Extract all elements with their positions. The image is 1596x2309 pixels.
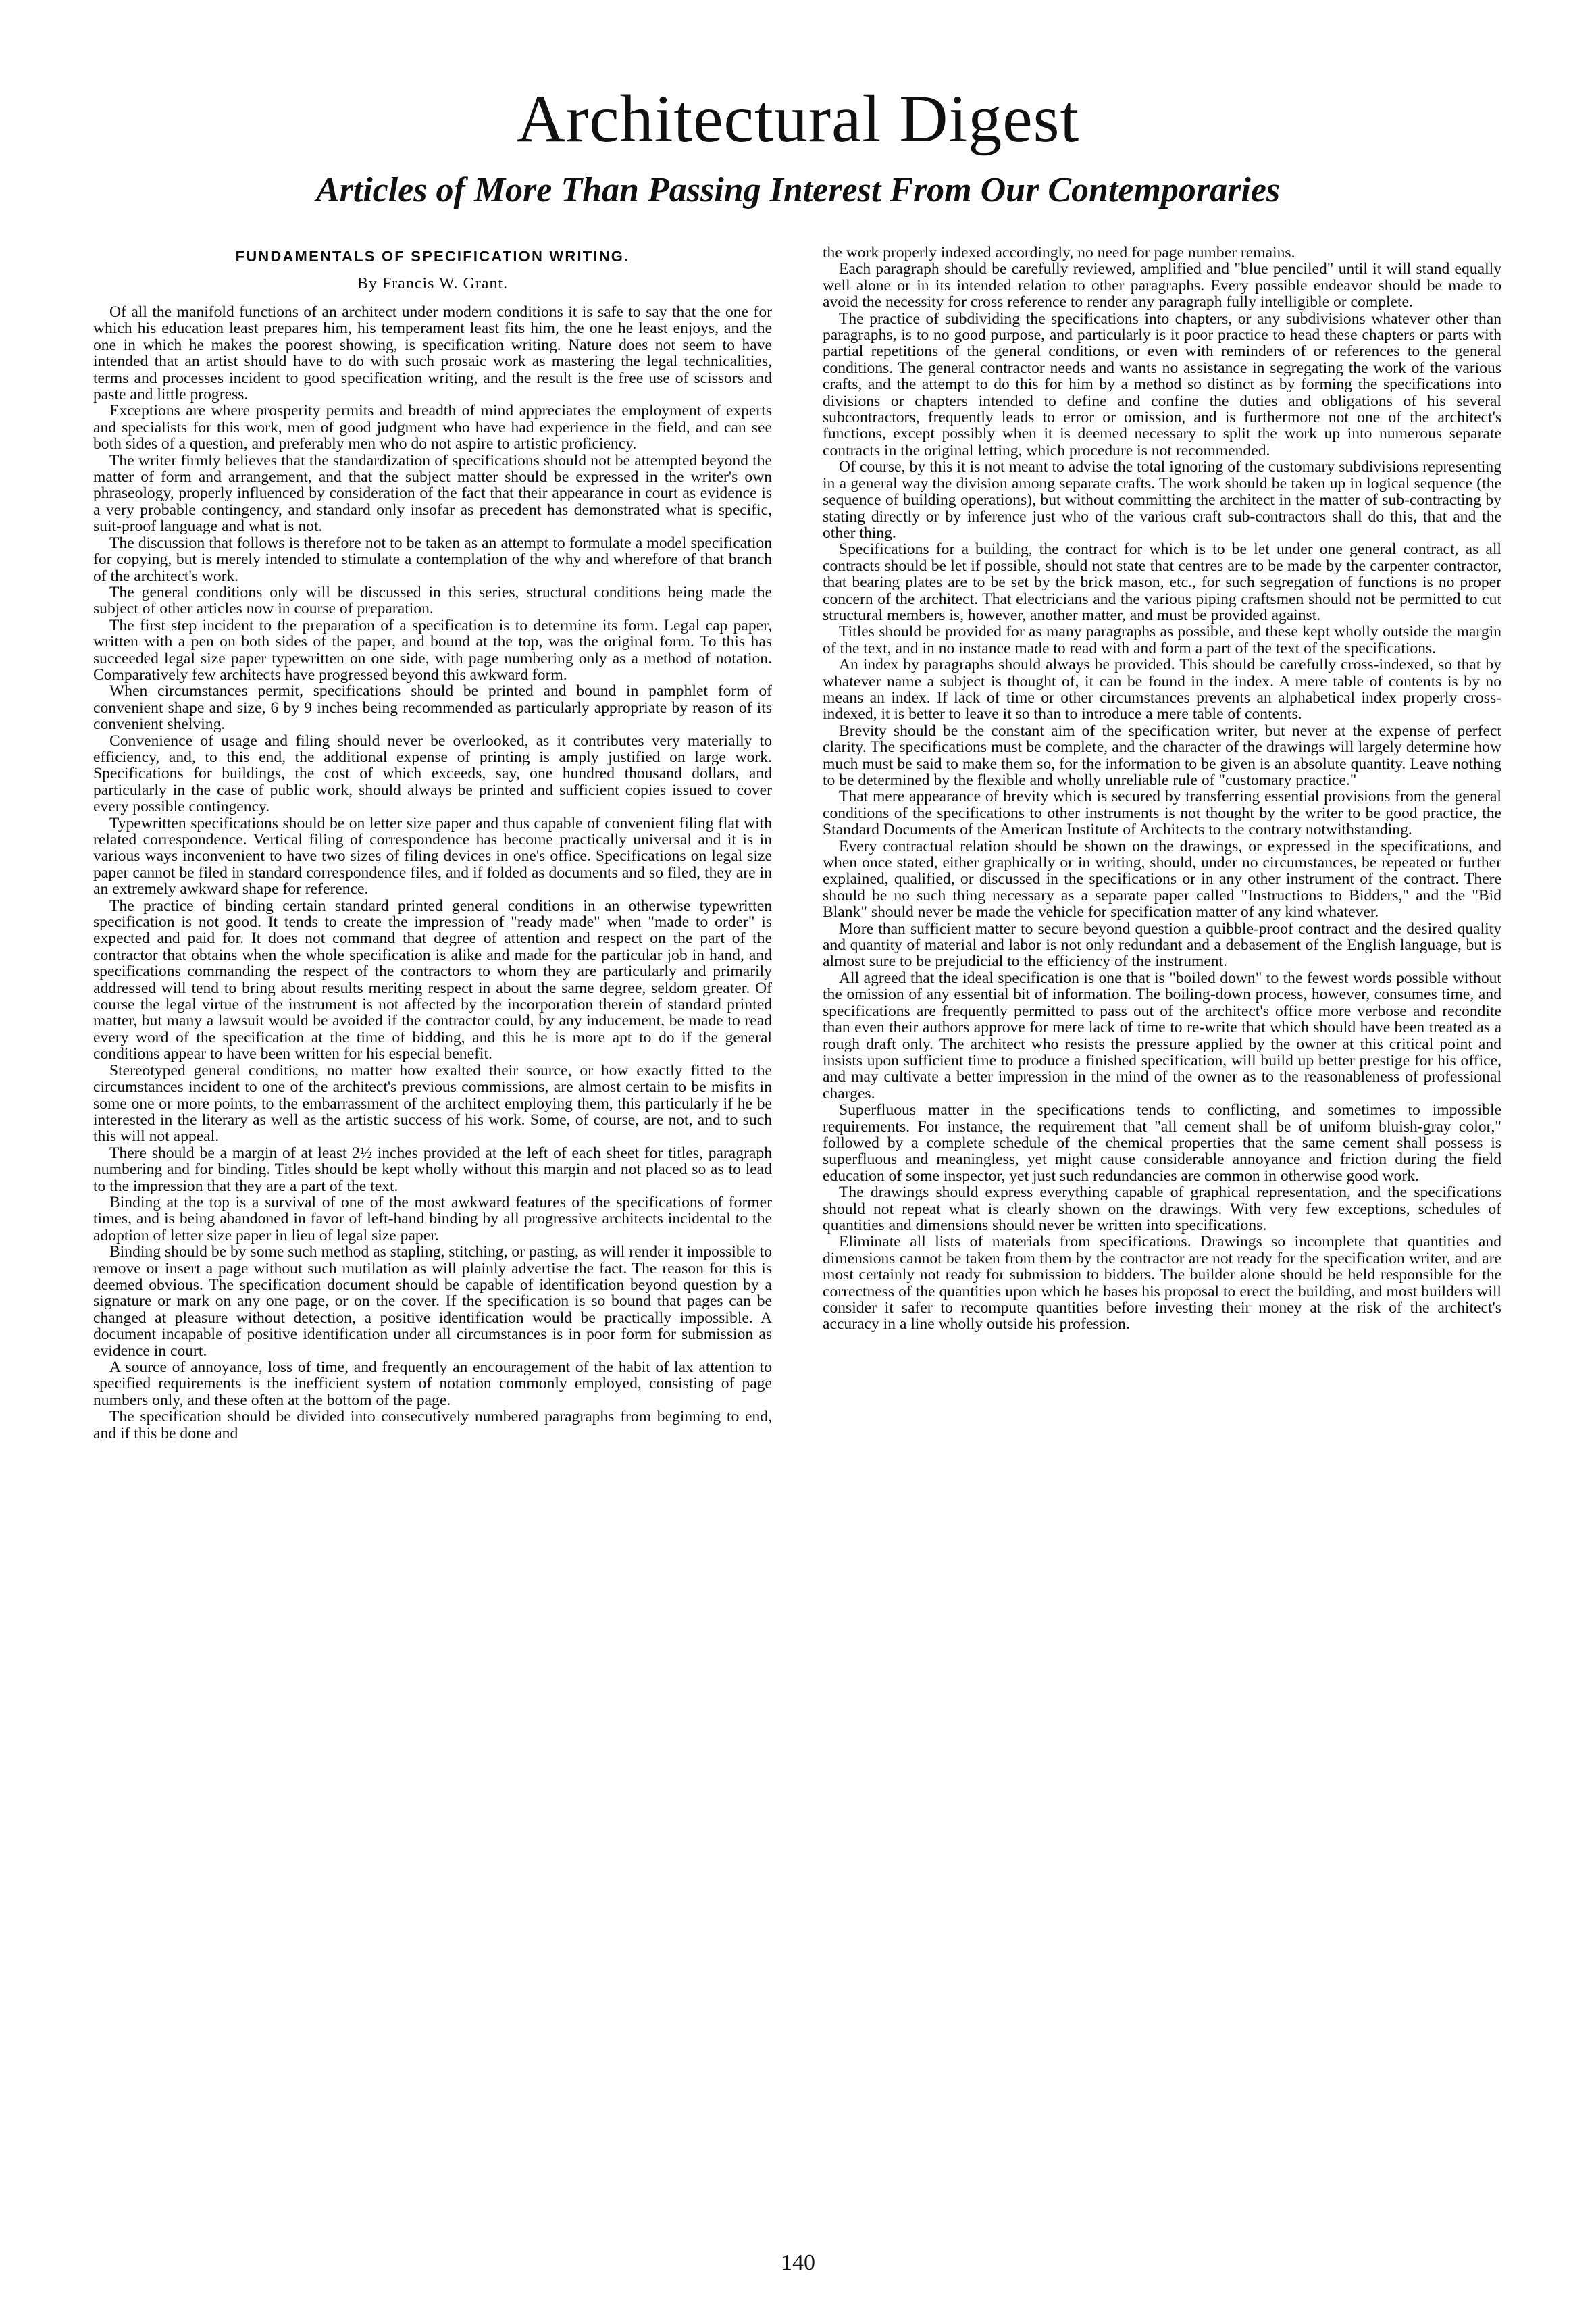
paragraph: Of all the manifold functions of an architect under modern conditions it is safe to say that the one for which his education least prepares him, his temperament least fits him, the one he least enjoys, and the one in which he makes the poorest showing, is specification writing. Nature does not seem to have intended that an artist should have to do with such prosaic work as mastering the legal technicalities, terms and processes incident to good specification writing, and the result is the free use of scissors and paste and little progress. <box>93 303 772 404</box>
paragraph: An index by paragraphs should always be provided. This should be carefully cross-indexed, so that by whatever name a subject is thought of, it can be found in the index. A mere table of contents is by no means an index. If lack of time or other circumstances prevents an alphabetical index properly cross-indexed, it is better to leave it so than to introduce a mere table of contents. <box>823 656 1501 724</box>
paragraph: There should be a margin of at least 2½ inches provided at the left of each sheet for titles, paragraph numbering and for binding. Titles should be kept wholly without this margin and not placed so as to lead to the impression that they are a part of the text. <box>93 1144 772 1195</box>
masthead-title: Architectural Digest <box>516 81 1080 156</box>
paragraph: More than sufficient matter to secure beyond question a quibble-proof contract and the desired quality and quantity of material and labor is not only redundant and a debasement of the English language, but is almost sure to be prejudicial to the efficiency of the instrument. <box>823 919 1501 971</box>
paragraph: A source of annoyance, loss of time, and frequently an encouragement of the habit of lax attention to specified requirements is the inefficient system of notation commonly employed, consisting of page numbers only, and these often at the bottom of the page. <box>93 1359 772 1409</box>
masthead-subtitle: Articles of More Than Passing Interest From Our Contemporaries <box>315 171 1281 209</box>
paragraph: When circumstances permit, specifications should be printed and bound in pamphlet form of convenient shape and size, 6 by 9 inches being recommended as particularly appropriate by reason of its convenient shelving. <box>93 682 772 734</box>
page-number: 140 <box>781 2250 815 2275</box>
paragraph: Binding at the top is a survival of one of the most awkward features of the specifications of former times, and is being abandoned in favor of left-hand binding by all progressive architects incidental to the adoption of letter size paper in lieu of legal size paper. <box>93 1193 772 1244</box>
right-column-body <box>823 245 1501 1333</box>
left-column-body <box>93 304 772 1442</box>
paragraph: The general conditions only will be discussed in this series, structural conditions being made the subject of other articles now in course of preparation. <box>93 583 772 618</box>
paragraph: Each paragraph should be carefully reviewed, amplified and "blue penciled" until it will stand equally well alone or in its intended relation to other paragraphs. Every possible endeavor should be made to avoid the necessity for cross reference to render any paragraph fully intelligible or complete. <box>823 260 1501 311</box>
article-byline: By Francis W. Grant. <box>357 275 509 293</box>
paragraph: The writer firmly believes that the standardization of specifications should not be attempted beyond the matter of form and arrangement, and that the subject matter should be expressed in the writer's own phraseology, properly influenced by consideration of the fact that their appearance in court as evidence is a very probable contingency, and standard only insofar as precedent has demonstrated what is specific, suit-proof language and what is not. <box>93 451 772 536</box>
article-heading: FUNDAMENTALS OF SPECIFICATION WRITING. <box>235 248 630 265</box>
paragraph: That mere appearance of brevity which is secured by transferring essential provisions from the general conditions of the specifications to other instruments is not thought by the writer to be good practice, the Standard Documents of the American Institute of Architects to the contrary notwithstanding. <box>823 788 1501 839</box>
paragraph: Convenience of usage and filing should never be overlooked, as it contributes very materially to efficiency, and, to this end, the additional expense of printing is amply justified on large work. Specifications for buildings, the cost of which exceeds, say, one hundred thousand dollars, and particularly in the case of public work, should always be printed and sufficient copies issued to cover every possible contingency. <box>93 732 772 816</box>
left-column <box>93 243 772 2236</box>
paragraph: Brevity should be the constant aim of the specification writer, but never at the expense of perfect clarity. The specifications must be complete, and the character of the drawings will largely determine how much must be said to make them so, for the information to be given is an absolute quantity. Leave nothing to be determined by the flexible and wholly unreliable rule of "customary practice." <box>823 721 1501 789</box>
paragraph: Typewritten specifications should be on letter size paper and thus capable of convenient filing flat with related correspondence. Vertical filing of correspondence has become practically universal and it is in various ways inconvenient to have two sizes of filing devices in one's office. Specifications on legal size paper cannot be filed in standard correspondence files, and if folded as documents and so filed, they are in an extremely awkward shape for reference. <box>93 814 772 898</box>
paragraph: Binding should be by some such method as stapling, stitching, or pasting, as will render it impossible to remove or insert a page without such mutilation as will plainly advertise the fact. The reason for this is deemed obvious. The specification document should be capable of identification beyond question by a signature or mark on any one page, or on the cover. If the specification is so bound that pages can be changed at pleasure without detection, a positive identification would be practically impossible. A document incapable of positive identification under all circumstances is in poor form for submission as evidence in court. <box>93 1243 772 1360</box>
paragraph: Every contractual relation should be shown on the drawings, or expressed in the specifications, and when once stated, either graphically or in writing, should, under no circumstances, be repeated or further explained, qualified, or discussed in the specifications or in any other instrument of the contract. There should be no such thing necessary as a separate paper called "Instructions to Bidders," and the "Bid Blank" should never be made the vehicle for specification matter of any kind whatever. <box>823 837 1501 921</box>
paragraph: The specification should be divided into consecutively numbered paragraphs from beginning to end, and if this be done and <box>93 1408 772 1442</box>
paragraph: the work properly indexed accordingly, no need for page number remains. <box>823 245 1295 261</box>
paragraph: Superfluous matter in the specifications tends to conflicting, and sometimes to impossible requirements. For instance, the requirement that "all cement shall be of uniform bluish-gray color," followed by a complete schedule of the chemical properties that the same cement shall possess is superfluous and meaningless, yet might cause considerable annoyance and friction during the field education of some inspector, yet just such redundancies are common in otherwise good work. <box>823 1101 1501 1185</box>
paragraph: Stereotyped general conditions, no matter how exalted their source, or how exactly fitted to the circumstances incident to one of the architect's previous commissions, are almost certain to be misfits in some one or more points, to the embarrassment of the architect employing them, this particularly if he be interested in the literary as well as the artistic success of his work. Some, of course, are not, and to such this will not appeal. <box>93 1061 772 1146</box>
right-column <box>823 245 1501 2237</box>
paragraph: All agreed that the ideal specification is one that is "boiled down" to the fewest words possible without the omission of any essential bit of information. The boiling-down process, however, consumes time, and specifications are frequently permitted to pass out of the architect's office more verbose and recondite than even their authors approve for mere lack of time to re-write that which should have been treated as a rough draft only. The architect who resists the pressure applied by the owner at this critical point and insists upon sufficient time to produce a finished specification, will build up better prestige for his office, and may cultivate a better impression in the mind of the owner as to the reasonableness of professional charges. <box>823 969 1501 1102</box>
paragraph: Specifications for a building, the contract for which is to be let under one general contract, as all contracts should be let if possible, should not state that centres are to be made by the carpenter contractor, that bearing plates are to be set by the brick mason, etc., for such segregation of functions is no proper concern of the architect. That electricians and the various piping craftsmen should not be permitted to cut structural members is, however, another matter, and must be provided against. <box>823 540 1501 624</box>
paragraph: The practice of subdividing the specifications into chapters, or any subdivisions whatever other than paragraphs, is to no good purpose, and particularly is it poor practice to head these chapters or parts with partial repetitions of the general conditions, or even with reminders of or references to the general conditions. The general contractor needs and wants no assistance in segregating the work of the various crafts, and the attempt to do this for him by a method so distinct as by forming the specifications into divisions or chapters intended to define and confine the duties and obligations of his several subcontractors, frequently leads to error or omission, and is furthermore not one of the architect's functions, except possibly when it is deemed necessary to split the work up into numerous separate contracts in the original letting, which procedure is not recommended. <box>823 309 1501 459</box>
paragraph: The practice of binding certain standard printed general conditions in an otherwise typewritten specification is not good. It tends to create the impression of "ready made" when "made to order" is expected and paid for. It does not command that degree of attention and respect on the part of the contractor that obtains when the whole specification is alike and made for the particular job in hand, and specifications commanding the respect of the contractors to whom they are particularly and primarily addressed will tend to bring about results meriting respect in about the same degree, seldom greater. Of course the legal virtue of the instrument is not affected by the incorporation therein of standard printed matter, but many a lawsuit would be avoided if the contractor could, by any inducement, be made to read every word of the specification at the time of bidding, and this he is more apt to do if the general conditions appear to have been written for his especial benefit. <box>93 896 772 1063</box>
paragraph: Exceptions are where prosperity permits and breadth of mind appreciates the employment of experts and specialists for this work, men of good judgment who have had experience in the field, and can see both sides of a question, and preferably men who do not aspire to artistic proficiency. <box>93 402 772 453</box>
paragraph: Eliminate all lists of materials from specifications. Drawings so incomplete that quantities and dimensions cannot be taken from them by the contractor are not ready for the specification writer, and are most certainly not ready for submission to bidders. The builder alone should be held responsible for the correctness of the quantities upon which he bases his proposal to erect the building, and most builders will consider it safer to recompute quantities before investing their money at the risk of the architect's accuracy in a line wholly outside his profession. <box>823 1233 1501 1334</box>
paragraph: The first step incident to the preparation of a specification is to determine its form. Legal cap paper, written with a pen on both sides of the paper, and bound at the top, was the original form. To this has succeeded legal size paper typewritten on one side, with page numbering only as a method of notation. Comparatively few architects have progressed beyond this awkward form. <box>93 616 772 684</box>
paragraph: The drawings should express everything capable of graphical representation, and the specifications should not repeat what is clearly shown on the drawings. With very few exceptions, schedules of quantities and dimensions should never be written into specifications. <box>823 1184 1501 1234</box>
paragraph: Titles should be provided for as many paragraphs as possible, and these kept wholly outside the margin of the text, and in no instance made to read with and form a part of the text of the specifications. <box>823 623 1501 657</box>
paragraph: Of course, by this it is not meant to advise the total ignoring of the customary subdivisions representing in a general way the division among separate crafts. The work should be taken up in logical sequence (the sequence of building operations), but without committing the architect in the matter of sub-contracting by stating directly or by inference just who of the various craft sub-contractors shall do this, that and the other thing. <box>823 458 1501 542</box>
paragraph: The discussion that follows is therefore not to be taken as an attempt to formulate a model specification for copying, but is merely intended to stimulate a contemplation of the why and wherefore of that branch of the architect's work. <box>93 534 772 585</box>
